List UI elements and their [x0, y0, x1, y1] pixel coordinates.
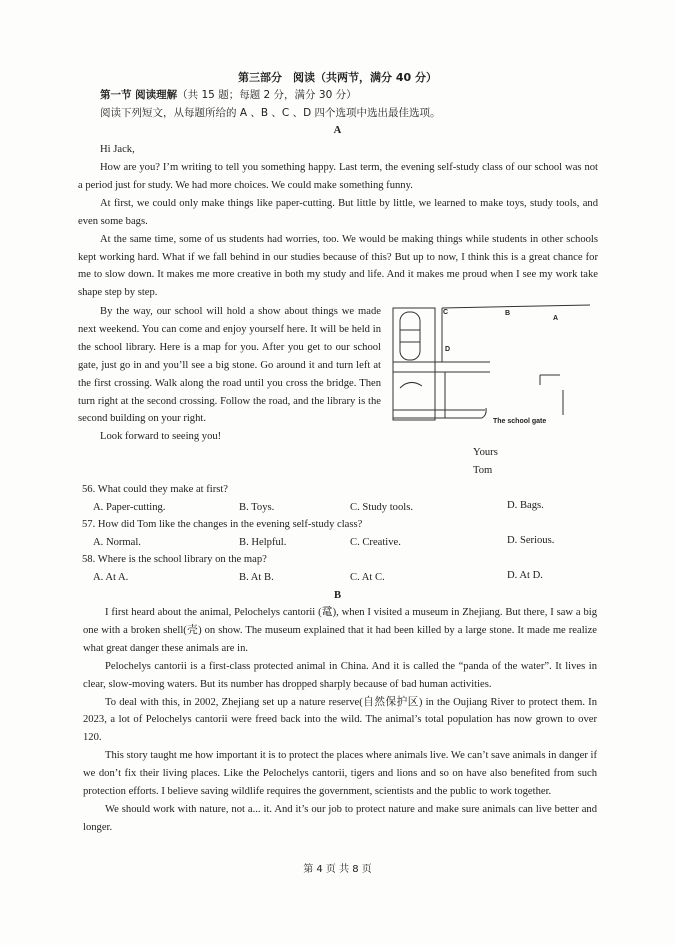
option-a: A. Normal. [93, 537, 141, 548]
option-d: D. Serious. [507, 535, 555, 546]
section-title-rest: （共 15 题；每题 2 分，满分 30 分） [177, 89, 357, 101]
school-map [390, 300, 600, 428]
closing: Yours [473, 447, 498, 458]
question-stem: 57. How did Tom like the changes in the evening self-study class? [82, 519, 363, 530]
option-d: D. Bags. [507, 500, 544, 511]
passage-b-label: B [333, 590, 342, 601]
map-left-area [393, 308, 435, 420]
map-label-c: C [443, 309, 449, 316]
section-title-bold: 第一节 阅读理解 [100, 89, 178, 101]
paragraph: By the way, our school will hold a show about things we made next weekend. You can come and enjoy yourself here. It will be held in the school library. Here is a map for you. After you get to our school gate, just go in and you’ll see a big stone. Go around it and turn left at the first crossing. Walk along the road until you cross the bridge. Then turn right at the second crossing. Follow the road, and the library is the second building on your right. [78, 306, 381, 425]
option-d: D. At D. [507, 570, 543, 581]
passage-b-body [83, 604, 597, 837]
option-c: C. Creative. [350, 537, 401, 548]
option-b: B. Helpful. [239, 537, 287, 548]
option-b: B. Toys. [239, 502, 275, 513]
closing-line: Look forward to seeing you! [100, 431, 222, 442]
option-b: B. At B. [239, 572, 274, 583]
paragraph: At the same time, some of us students had worries, too. We would be making things while students in other schools kept working hard. What if we fall behind in our studies because of this? But up to now, I think this is a great chance for me to slow down. It makes me more creative in both my study and life. And it makes me proud when I see my work take shape step by step. [78, 233, 598, 299]
paragraph: We should work with nature, not a... it. And it’s our job to protect nature and make sure animals can live better and longer. [83, 803, 597, 833]
option-c: C. At C. [350, 572, 385, 583]
paragraph: To deal with this, in 2002, Zhejiang set up a nature reserve(自然保护区) in the Oujiang River to protect them. In 2023, a lot of Pelochelys cantorii were freed back into the wild. The animal’s total population has now grown to over 120. [83, 696, 597, 744]
greeting: Hi Jack, [100, 144, 135, 155]
passage-a-body [78, 159, 598, 302]
paragraph: How are you? I’m writing to tell you something happy. Last term, the evening self-study class of our school was not a period just for study. We had more choices. We could make something funny. [78, 162, 598, 191]
signature: Tom [473, 465, 493, 476]
option-c: C. Study tools. [350, 502, 413, 513]
paragraph: Pelochelys cantorii is a first-class protected animal in China. And it is called the “panda of the water”. It lives in clear, slow-moving waters. But its number has dropped sharply because of bad human activities. [83, 660, 597, 690]
part-title: 第三部分 阅读（共两节，满分 40 分） [238, 71, 437, 84]
map-gate-label: The school gate [493, 418, 547, 425]
passage-a-label: A [333, 125, 342, 136]
option-a: A. At A. [93, 572, 129, 583]
paragraph: This story taught me how important it is to protect the places where animals live. We can’t save animals in danger if we don’t fix their living places. Like the Pelochelys cantorii, tigers and lions and so on have also benefited from such protection efforts. I believe saving wildlife requires the government, scientists and the public to work together. [83, 750, 597, 798]
page-footer: 第 4 页 共 8 页 [303, 864, 372, 875]
passage-a-map-paragraph [78, 303, 381, 428]
map-label-a: A [553, 315, 559, 322]
map-track [400, 312, 420, 360]
section-title [100, 87, 357, 105]
question-stem: 56. What could they make at first? [82, 484, 229, 495]
map-label-d: D [445, 346, 451, 353]
option-a: A. Paper-cutting. [93, 502, 166, 513]
instructions: 阅读下列短文，从每题所给的 A 、B 、C 、D 四个选项中选出最佳选项。 [100, 107, 441, 119]
paragraph: At first, we could only make things like paper-cutting. But little by little, we learned to make toys, study tools, and even some bags. [78, 197, 598, 227]
question-stem: 58. Where is the school library on the map? [82, 554, 267, 565]
map-label-b: B [505, 310, 511, 317]
paragraph: I first heard about the animal, Pelochelys cantorii (鼋), when I visited a museum in Zhejiang. But there, I saw a big one with a broken shell(壳) on show. The museum explained that it had been killed by a large stone. It made me realize what great danger these animals are in. [83, 607, 597, 654]
